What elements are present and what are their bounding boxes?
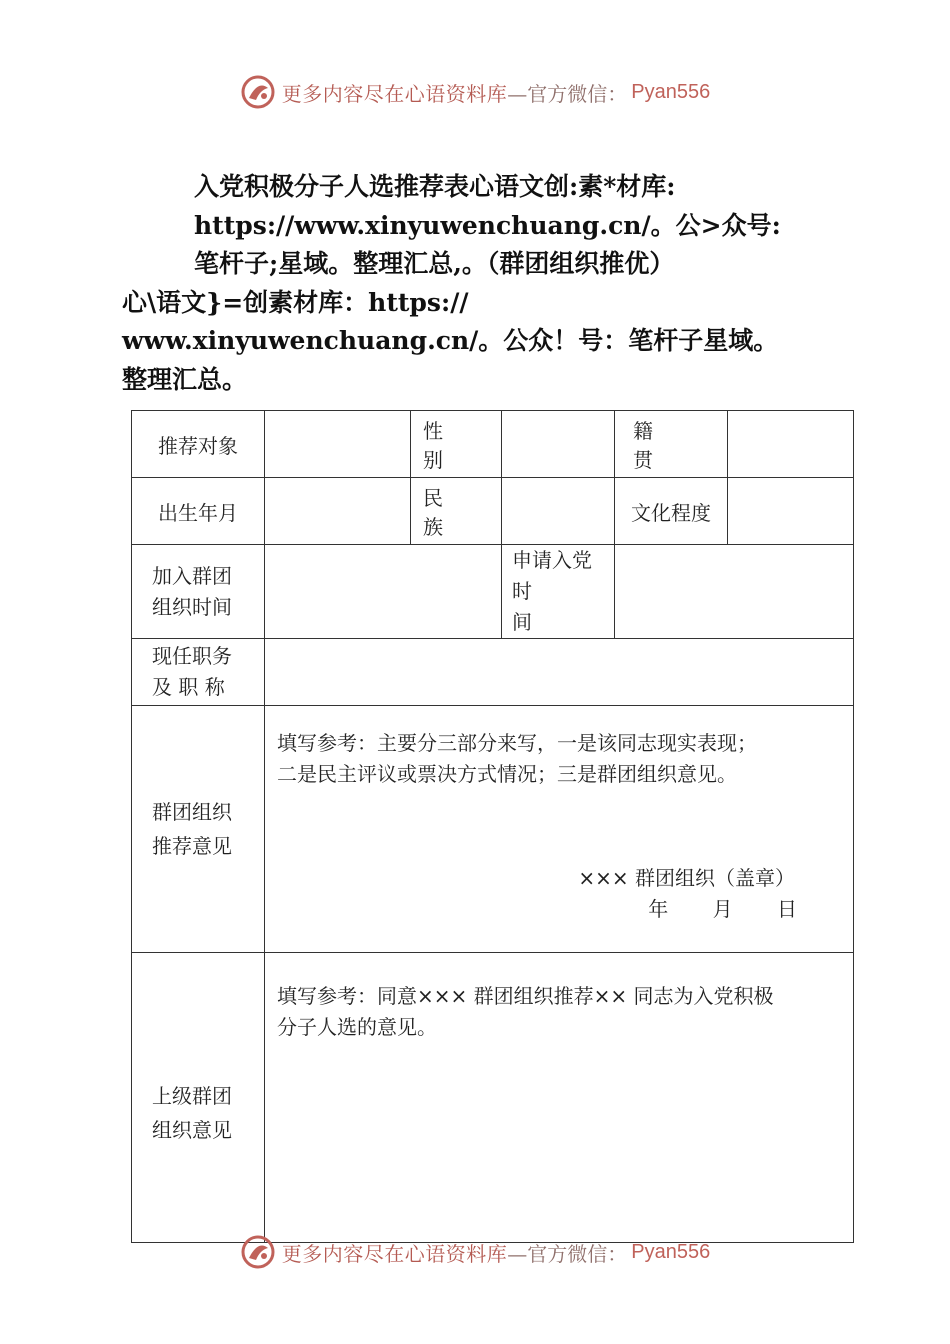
position-title-label — [132, 639, 265, 706]
header-watermark-banner — [0, 72, 950, 112]
footer-watermark-banner — [0, 1232, 950, 1272]
upper-opinion-reference — [277, 981, 837, 1043]
org-opinion-label-line-2: 推荐意见 — [152, 834, 232, 858]
banner-wechat-id: Pyan556 — [631, 80, 711, 103]
upper-opinion-field[interactable] — [265, 953, 854, 1243]
recommendation-form-table — [131, 410, 854, 1243]
heading-line-2: https://www.xinyuwenchuang.cn/。公>众号: — [194, 210, 781, 240]
heading-line-1: 入党积极分子人选推荐表心语文创:素*材库: — [194, 172, 676, 201]
table-row — [132, 953, 854, 1243]
apply-party-time-field[interactable] — [615, 545, 854, 639]
recommended-person-field[interactable] — [265, 411, 411, 478]
native-place-field[interactable] — [728, 411, 854, 478]
org-seal-text: ××× 群团组织（盖章） — [578, 866, 795, 890]
brand-logo-icon — [240, 74, 276, 110]
date-day: 日 — [777, 897, 797, 921]
upper-opinion-ref-line-1: 填写参考：同意××× 群团组织推荐×× 同志为入党积极 — [277, 984, 774, 1008]
document-heading — [122, 168, 842, 399]
gender-label: 性别 — [411, 411, 502, 478]
recommended-person-label: 推荐对象 — [132, 411, 265, 478]
date-month: 月 — [712, 897, 733, 921]
heading-line-3: 笔杆子;星域。整理汇总,。（群团组织推优） — [194, 249, 675, 278]
banner-dash: —官方微信： — [507, 1241, 628, 1266]
join-org-label-line-2: 组织时间 — [152, 594, 232, 619]
position-label-line-1: 现任职务 — [152, 644, 232, 668]
education-field[interactable] — [728, 478, 854, 545]
table-row — [132, 411, 854, 478]
native-place-label: 籍贯 — [615, 411, 728, 478]
education-label: 文化程度 — [615, 478, 728, 545]
upper-opinion-label-line-1: 上级群团 — [152, 1083, 232, 1108]
table-row — [132, 478, 854, 545]
org-opinion-reference — [277, 728, 837, 790]
join-org-time-field[interactable] — [265, 545, 502, 639]
ethnicity-field[interactable] — [502, 478, 615, 545]
banner-text: 更多内容尽在心语资料库 — [281, 81, 508, 106]
table-row — [132, 706, 854, 953]
banner-wechat-id: Pyan556 — [631, 1240, 711, 1263]
apply-party-label-line-2: 时间 — [512, 579, 580, 634]
gender-field[interactable] — [502, 411, 615, 478]
upper-opinion-ref-line-2: 分子人选的意见。 — [277, 1015, 437, 1039]
org-opinion-field[interactable] — [265, 706, 854, 953]
org-opinion-ref-line-2: 二是民主评议或票决方式情况；三是群团组织意见。 — [277, 762, 737, 786]
org-opinion-date — [610, 893, 797, 922]
table-row — [132, 545, 854, 639]
table-row — [132, 639, 854, 706]
heading-line-6: 整理汇总。 — [122, 364, 248, 394]
apply-party-label-line-1: 申请入党 — [512, 548, 592, 572]
upper-opinion-label-line-2: 组织意见 — [152, 1117, 232, 1142]
position-label-line-2: 及 职 称 — [152, 675, 225, 699]
join-org-label-line-1: 加入群团 — [152, 563, 232, 588]
date-year: 年 — [648, 897, 669, 921]
heading-line-4: 心\语文}=创素材库：https:// — [122, 287, 469, 317]
birth-date-label: 出生年月 — [132, 478, 265, 545]
heading-line-5: www.xinyuwenchuang.cn/。公众！号：笔杆子星域。 — [122, 326, 779, 355]
ethnicity-label: 民族 — [411, 478, 502, 545]
brand-logo-icon — [240, 1234, 276, 1270]
banner-text: 更多内容尽在心语资料库 — [281, 1241, 508, 1266]
upper-opinion-label — [132, 953, 265, 1243]
banner-dash: —官方微信： — [507, 81, 628, 106]
org-opinion-label-line-1: 群团组织 — [152, 800, 232, 824]
org-opinion-ref-line-1: 填写参考：主要分三部分来写，一是该同志现实表现； — [277, 731, 757, 755]
apply-party-time-label — [502, 545, 615, 639]
join-org-time-label — [132, 545, 265, 639]
position-title-field[interactable] — [265, 639, 854, 706]
org-opinion-label — [132, 706, 265, 953]
birth-date-field[interactable] — [265, 478, 411, 545]
